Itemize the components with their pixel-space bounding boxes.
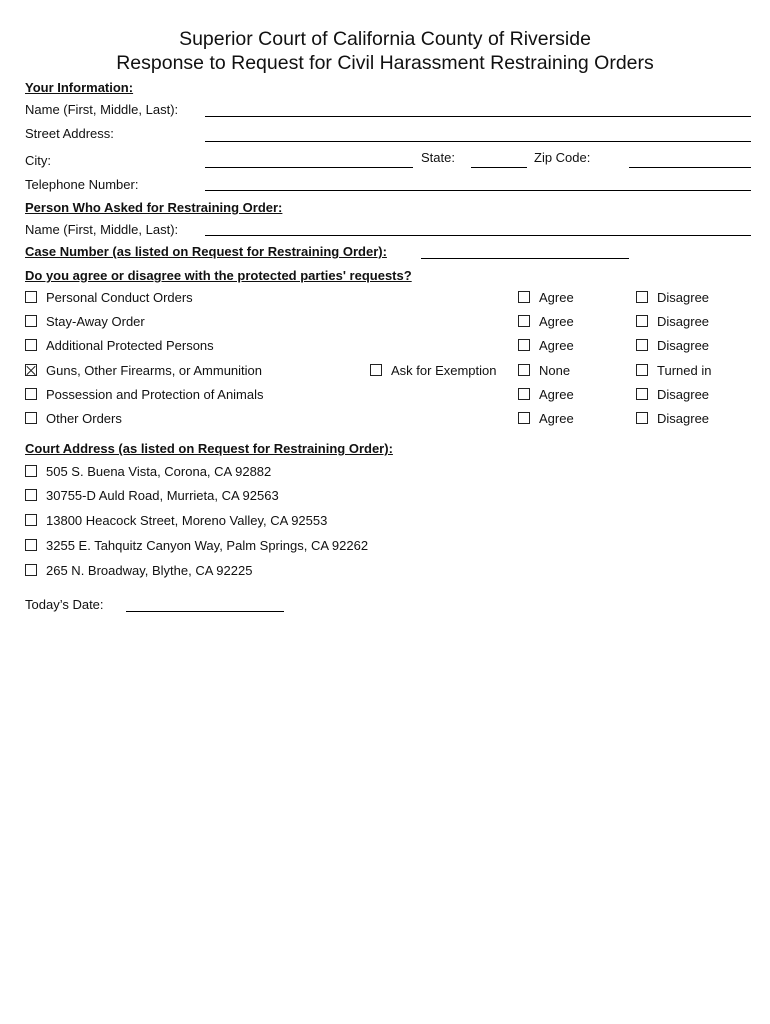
opt2-checkbox[interactable] [636, 339, 648, 351]
opt2-label: Disagree [657, 411, 710, 426]
opt2-label: Disagree [657, 387, 710, 402]
court-address-label: 30755-D Auld Road, Murrieta, CA 92563 [46, 488, 279, 503]
court-address-label: 265 N. Broadway, Blythe, CA 92225 [46, 563, 253, 578]
order-label: Other Orders [46, 411, 122, 426]
opt1-label: Agree [539, 290, 574, 305]
person-asked-name-field[interactable] [205, 235, 751, 236]
order-checkbox[interactable] [25, 315, 37, 327]
opt2-checkbox[interactable] [636, 388, 648, 400]
opt1-checkbox[interactable] [518, 291, 530, 303]
opt1-label: Agree [539, 338, 574, 353]
zip-code-field[interactable] [629, 167, 751, 168]
street-address-field[interactable] [205, 141, 751, 142]
person-asked-name-label: Name (First, Middle, Last): [25, 222, 179, 237]
state-field[interactable] [471, 167, 527, 168]
order-label: Stay-Away Order [46, 314, 145, 329]
order-label: Personal Conduct Orders [46, 290, 193, 305]
court-address-label: 13800 Heacock Street, Moreno Valley, CA 92553 [46, 513, 328, 528]
court-address-checkbox[interactable] [25, 514, 37, 526]
zip-code-label: Zip Code: [534, 150, 591, 165]
todays-date-label: Today’s Date: [25, 597, 104, 612]
court-address-checkbox[interactable] [25, 564, 37, 576]
opt2-label: Disagree [657, 290, 710, 305]
your-name-field[interactable] [205, 116, 751, 117]
opt1-label: Agree [539, 314, 574, 329]
ask-for-exemption-label: Ask for Exemption [391, 363, 497, 378]
opt1-checkbox[interactable] [518, 412, 530, 424]
exemption-checkbox[interactable] [370, 364, 382, 376]
case-number-label: Case Number (as listed on Request for Restraining Order): [25, 244, 387, 259]
opt1-label: None [539, 363, 571, 378]
city-field[interactable] [205, 167, 413, 168]
case-number-field[interactable] [421, 258, 629, 259]
order-checkbox[interactable] [25, 388, 37, 400]
opt1-label: Agree [539, 411, 574, 426]
opt1-checkbox[interactable] [518, 364, 530, 376]
opt1-label: Agree [539, 387, 574, 402]
order-checkbox[interactable] [25, 364, 37, 376]
agree-disagree-heading: Do you agree or disagree with the protected parties' requests? [25, 268, 412, 283]
court-address-label: 505 S. Buena Vista, Corona, CA 92882 [46, 464, 272, 479]
opt1-checkbox[interactable] [518, 388, 530, 400]
opt1-checkbox[interactable] [518, 339, 530, 351]
opt2-label: Disagree [657, 338, 710, 353]
court-address-checkbox[interactable] [25, 489, 37, 501]
your-name-label: Name (First, Middle, Last): [25, 102, 179, 117]
opt2-checkbox[interactable] [636, 364, 648, 376]
court-address-checkbox[interactable] [25, 539, 37, 551]
court-address-label: 3255 E. Tahquitz Canyon Way, Palm Springs, CA 92262 [46, 538, 369, 553]
city-label: City: [25, 153, 51, 168]
telephone-field[interactable] [205, 190, 751, 191]
telephone-label: Telephone Number: [25, 177, 139, 192]
opt1-checkbox[interactable] [518, 315, 530, 327]
order-label: Possession and Protection of Animals [46, 387, 264, 402]
order-checkbox[interactable] [25, 291, 37, 303]
order-label: Additional Protected Persons [46, 338, 214, 353]
order-label: Guns, Other Firearms, or Ammunition [46, 363, 263, 378]
form-title-line-1: Superior Court of California County of Riverside [179, 28, 591, 50]
person-asked-heading: Person Who Asked for Restraining Order: [25, 200, 283, 215]
order-checkbox[interactable] [25, 339, 37, 351]
form-title-line-2: Response to Request for Civil Harassment Restraining Orders [116, 52, 654, 74]
your-information-heading: Your Information: [25, 80, 134, 95]
street-address-label: Street Address: [25, 126, 114, 141]
order-checkbox[interactable] [25, 412, 37, 424]
opt2-label: Turned in [657, 363, 712, 378]
opt2-label: Disagree [657, 314, 710, 329]
court-address-checkbox[interactable] [25, 465, 37, 477]
opt2-checkbox[interactable] [636, 315, 648, 327]
opt2-checkbox[interactable] [636, 412, 648, 424]
todays-date-field[interactable] [126, 611, 284, 612]
court-address-heading: Court Address (as listed on Request for Restraining Order): [25, 441, 393, 456]
opt2-checkbox[interactable] [636, 291, 648, 303]
state-label: State: [421, 150, 455, 165]
